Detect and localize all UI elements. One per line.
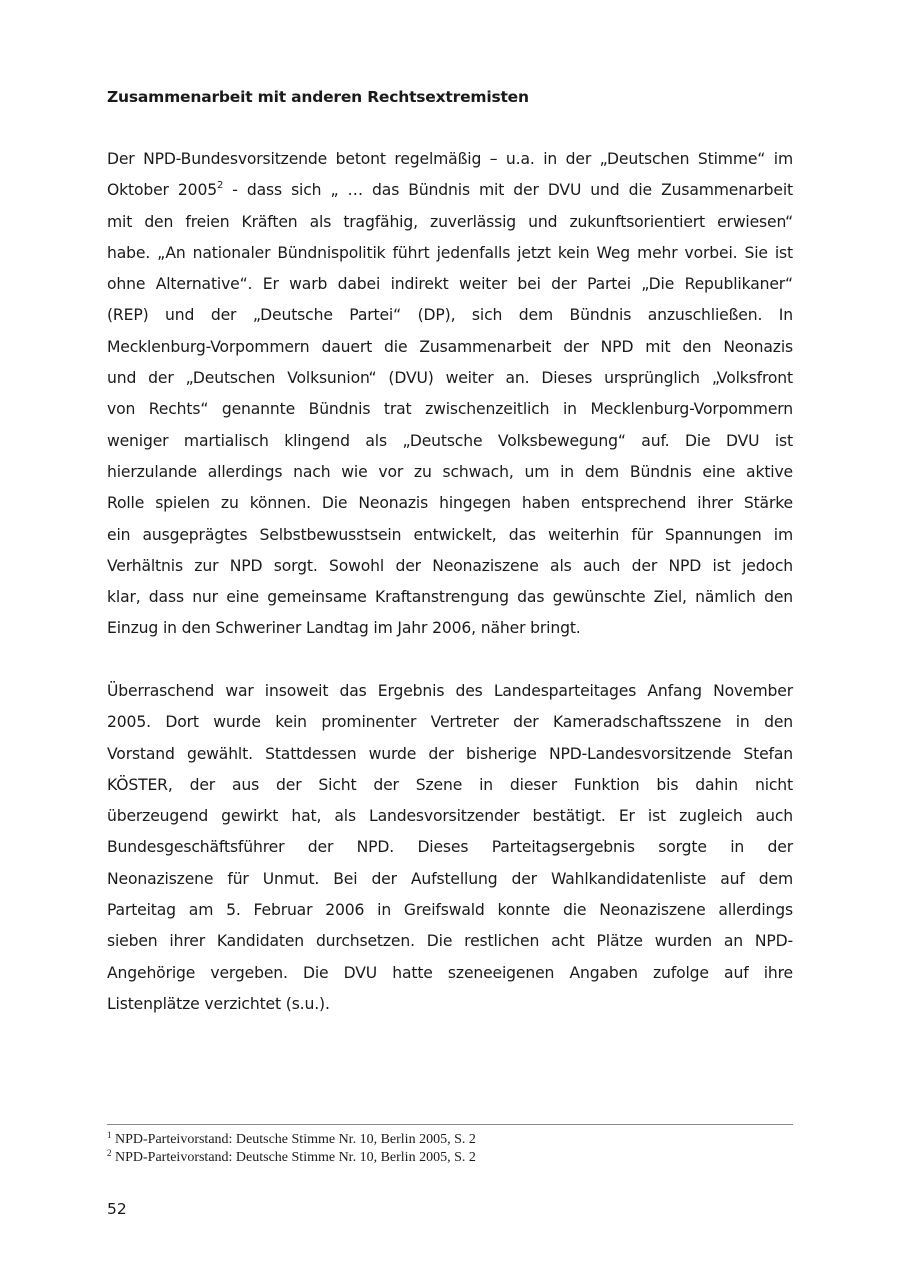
text-line: sieben ihrer Kandidaten durchsetzen. Die restlichen acht Plätze wurden an NPD- (107, 932, 793, 951)
text-line: Mecklenburg-Vorpommern dauert die Zusammenarbeit der NPD mit den Neonazis (107, 337, 793, 356)
footnote-1 (107, 1131, 793, 1149)
text-line: Verhältnis zur NPD sorgt. Sowohl der Neonaziszene als auch der NPD ist jedoch (107, 556, 793, 575)
text-line: weniger martialisch klingend als „Deutsche Volksbewegung“ auf. Die DVU ist (107, 431, 793, 450)
text-line: ein ausgeprägtes Selbstbewusstsein entwickelt, das weiterhin für Spannungen im (107, 525, 793, 544)
text-line: von Rechts“ genannte Bündnis trat zwischenzeitlich in Mecklenburg-Vorpommern (107, 400, 793, 419)
text-line: Überraschend war insoweit das Ergebnis des Landesparteitages Anfang November (107, 682, 793, 700)
text-line: Einzug in den Schweriner Landtag im Jahr 2006, näher bringt. (107, 619, 581, 638)
text-line: ohne Alternative“. Er warb dabei indirekt weiter bei der Partei „Die Republikaner“ (107, 275, 793, 294)
footnote-number: 1 (107, 1130, 112, 1140)
body-paragraph-2 (107, 676, 793, 1020)
text-line: Bundesgeschäftsführer der NPD. Dieses Parteitagsergebnis sorgte in der (107, 838, 793, 857)
text-line: Der NPD-Bundesvorsitzende betont regelmäßig – u.a. in der „Deutschen Stimme“ im (107, 150, 793, 168)
text-line: mit den freien Kräften als tragfähig, zuverlässig und zukunftsorientiert erwiesen“ (107, 212, 793, 231)
text-line (107, 175, 793, 206)
section-heading: Zusammenarbeit mit anderen Rechtsextremisten (107, 88, 529, 106)
text-line: und der „Deutschen Volksunion“ (DVU) weiter an. Dieses ursprünglich „Volksfront (107, 369, 793, 388)
text-line: Rolle spielen zu können. Die Neonazis hingegen haben entsprechend ihrer Stärke (107, 494, 793, 513)
footnote-reference: 2 (217, 180, 224, 192)
text-line: Listenplätze verzichtet (s.u.). (107, 994, 330, 1013)
body-paragraph-1 (107, 144, 793, 645)
page-number: 52 (107, 1200, 127, 1218)
text-line: klar, dass nur eine gemeinsame Kraftanstrengung das gewünschte Ziel, nämlich den (107, 588, 793, 607)
text-line: hierzulande allerdings nach wie vor zu schwach, um in dem Bündnis eine aktive (107, 462, 793, 481)
text-line: Angehörige vergeben. Die DVU hatte szeneeigenen Angaben zufolge auf ihre (107, 963, 793, 982)
footnote-number: 2 (107, 1148, 112, 1158)
footnotes (107, 1131, 793, 1167)
text-line: Neonaziszene für Unmut. Bei der Aufstellung der Wahlkandidatenliste auf dem (107, 869, 793, 888)
footnote-text: NPD-Parteivorstand: Deutsche Stimme Nr. 10, Berlin 2005, S. 2 (115, 1150, 476, 1165)
text-line: 2005. Dort wurde kein prominenter Vertreter der Kameradschaftsszene in den (107, 713, 793, 732)
text-line: Vorstand gewählt. Stattdessen wurde der bisherige NPD-Landesvorsitzende Stefan (107, 744, 793, 763)
footnote-text: NPD-Parteivorstand: Deutsche Stimme Nr. 10, Berlin 2005, S. 2 (115, 1132, 476, 1147)
text-line: Parteitag am 5. Februar 2006 in Greifswald konnte die Neonaziszene allerdings (107, 901, 793, 920)
footnote-2 (107, 1149, 793, 1167)
text-line: KÖSTER, der aus der Sicht der Szene in dieser Funktion bis dahin nicht (107, 775, 793, 794)
text-fragment: - dass sich „ … das Bündnis mit der DVU und die Zusammenarbeit (223, 181, 793, 200)
text-line: habe. „An nationaler Bündnispolitik führt jedenfalls jetzt kein Weg mehr vorbei. Sie ist (107, 243, 793, 262)
text-line: (REP) und der „Deutsche Partei“ (DP), sich dem Bündnis anzuschließen. In (107, 306, 793, 325)
footnote-divider (107, 1124, 793, 1125)
text-line: überzeugend gewirkt hat, als Landesvorsitzender bestätigt. Er ist zugleich auch (107, 807, 793, 826)
text-fragment: Oktober 2005 (107, 181, 217, 200)
